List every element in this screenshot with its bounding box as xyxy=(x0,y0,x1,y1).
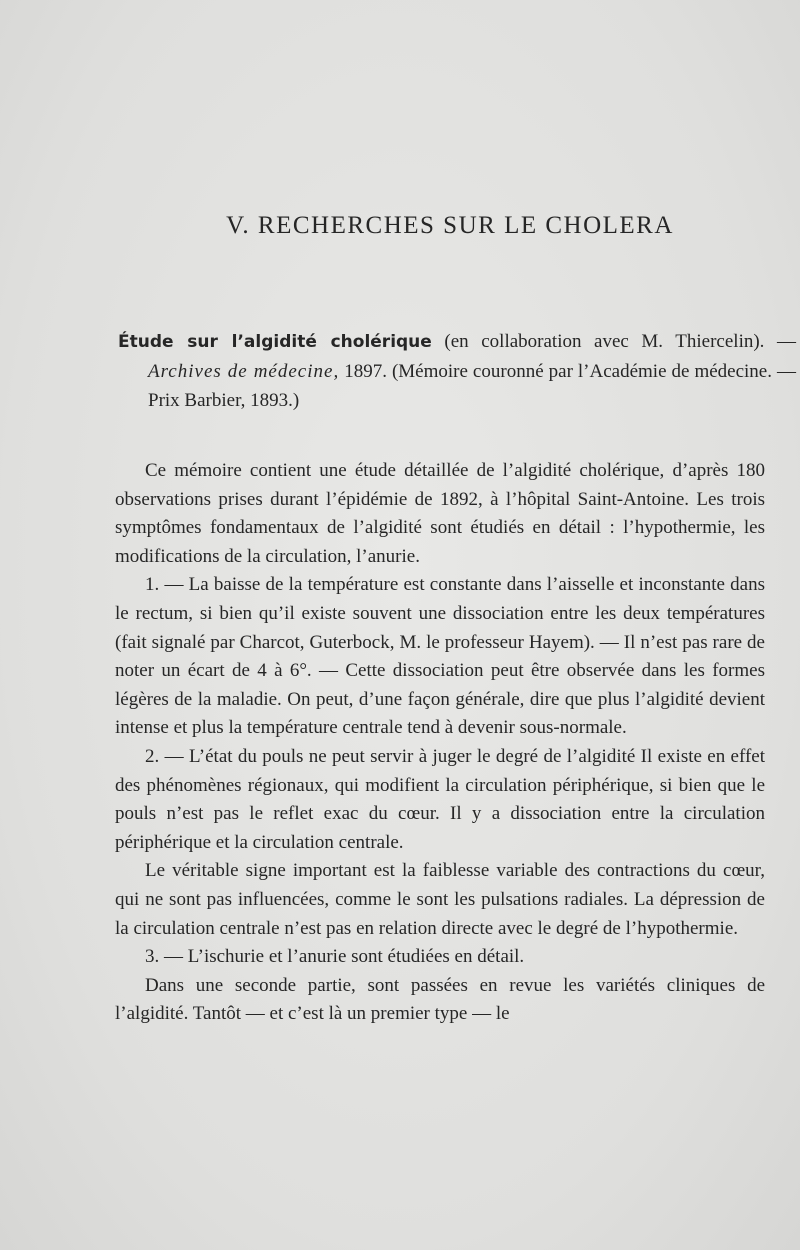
body-text xyxy=(115,457,765,1029)
entry-title: Étude sur l’algidité cholérique xyxy=(118,332,432,352)
paragraph-pulse: 2. — L’état du pouls ne peut servir à juger le degré de l’algidité Il existe en effet des phénomènes régionaux, qui modifient la circulation périphérique, si bien que le pouls n’est pas le reflet exac du cœur. Il y a dissociation entre la circulation périphérique et la circulation centrale. xyxy=(115,745,765,853)
paragraph-intro: Ce mémoire contient une étude détaillée de l’algidité cholérique, d’après 180 observations prises durant l’épidémie de 1892, à l’hôpital Saint-Antoine. Les trois symptômes fondamentaux de l’algidité sont étudiés en détail : l’hypothermie, les modifications de la circulation, l’anurie. xyxy=(115,460,765,567)
paragraph-varieties: Dans une seconde partie, sont passées en revue les variétés cliniques de l’algidité. Tantôt — et c’est là un premier type — le xyxy=(115,974,765,1025)
section-heading: V. RECHERCHES SUR LE CHOLERA xyxy=(226,212,674,239)
paragraph-anuria: 3. — L’ischurie et l’anurie sont étudiées en détail. xyxy=(145,946,525,968)
bibliographic-entry xyxy=(118,327,796,415)
entry-collaboration: (en collaboration avec M. Thiercelin). — xyxy=(431,331,796,352)
entry-details: 1897. (Mémoire couronné par l’Académie de médecine. — Prix Barbier, 1893.) xyxy=(148,361,796,411)
entry-journal: Archives de médecine, xyxy=(148,361,340,382)
paragraph-heart: Le véritable signe important est la faiblesse variable des contractions du cœur, qui ne sont pas influencées, comme le sont les pulsations radiales. La dépression de la circulation centrale n’est pas en relation directe avec le degré de l’hypothermie. xyxy=(115,860,765,939)
paragraph-temperature: 1. — La baisse de la température est constante dans l’aisselle et inconstante dans le rectum, si bien qu’il existe souvent une dissociation entre les deux températures (fait signalé par Charcot, Guterbock, M. le professeur Hayem). — Il n’est pas rare de noter un écart de 4 à 6°. — Cette dissociation peut être observée dans les formes légères de la maladie. On peut, d’une façon générale, dire que plus l’algidité devient intense et plus la température centrale tend à devenir sous-normale. xyxy=(115,574,765,739)
